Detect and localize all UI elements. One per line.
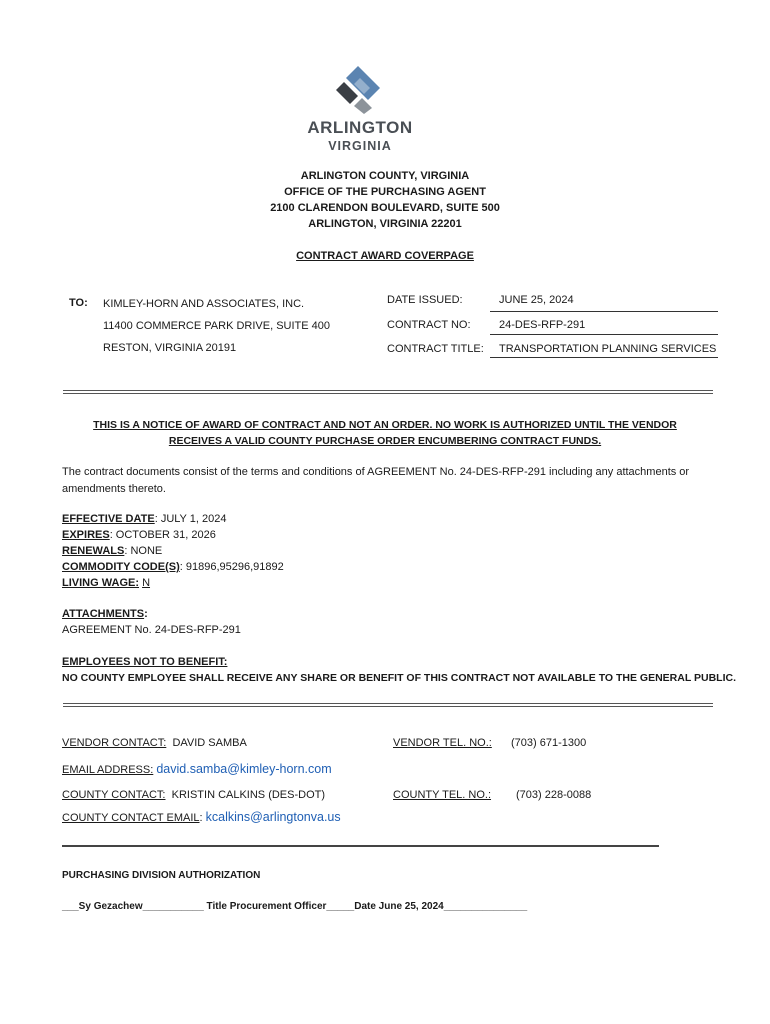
commodity-label: COMMODITY CODE(S) xyxy=(62,561,180,573)
effective-date-label: EFFECTIVE DATE xyxy=(62,513,155,525)
vendor-city: RESTON, VIRGINIA 20191 xyxy=(103,342,237,354)
arlington-diamond-logo-icon xyxy=(300,64,420,116)
expires xyxy=(62,529,216,541)
vendor-tel-label: VENDOR TEL. NO.: xyxy=(393,737,492,749)
intro-paragraph: The contract documents consist of the terms and conditions of AGREEMENT No. 24-DES-RFP-291 including any attachments or amendments thereto. xyxy=(62,466,690,495)
date-issued-label: DATE ISSUED: xyxy=(387,294,463,306)
email-label: EMAIL ADDRESS: xyxy=(62,764,154,776)
expires-label: EXPIRES xyxy=(62,529,110,541)
county-email-link[interactable]: kcalkins@arlingtonva.us xyxy=(205,810,341,824)
effective-date-value: : JULY 1, 2024 xyxy=(154,513,227,525)
header-office: OFFICE OF THE PURCHASING AGENT xyxy=(284,186,486,198)
date-issued-value: JUNE 25, 2024 xyxy=(499,294,574,306)
contract-no-label: CONTRACT NO: xyxy=(387,319,471,331)
county-email-colon: : xyxy=(199,812,203,824)
divider xyxy=(63,703,713,707)
living-wage xyxy=(62,577,150,589)
divider xyxy=(63,390,713,394)
vendor-contact-label: VENDOR CONTACT: xyxy=(62,737,167,749)
header-street: 2100 CLARENDON BOULEVARD, SUITE 500 xyxy=(270,202,500,214)
notice-line-1: THIS IS A NOTICE OF AWARD OF CONTRACT AND NOT AN ORDER. NO WORK IS AUTHORIZED UNTIL THE VENDOR xyxy=(93,419,677,431)
logo-wordmark: ARLINGTON xyxy=(307,118,413,137)
county-tel-label: COUNTY TEL. NO.: xyxy=(393,789,492,801)
living-wage-value: N xyxy=(142,577,151,589)
commodity-value: : 91896,95296,91892 xyxy=(179,561,284,573)
authorization-signature-line: ___Sy Gezachew___________ Title Procurement Officer_____Date June 25, 2024_______________ xyxy=(62,901,528,912)
employees-text: NO COUNTY EMPLOYEE SHALL RECEIVE ANY SHARE OR BENEFIT OF THIS CONTRACT NOT AVAILABLE TO THE GENERAL PUBLIC. xyxy=(62,672,736,684)
county-contact-value: KRISTIN CALKINS (DES-DOT) xyxy=(171,789,326,801)
vendor-tel-value: (703) 671-1300 xyxy=(511,737,587,749)
vendor-contact-value: DAVID SAMBA xyxy=(172,737,247,749)
vendor-email-link[interactable]: david.samba@kimley-horn.com xyxy=(156,762,332,776)
authorization-heading: PURCHASING DIVISION AUTHORIZATION xyxy=(62,870,261,881)
attachments-value: AGREEMENT No. 24-DES-RFP-291 xyxy=(62,624,241,636)
county-contact-label: COUNTY CONTACT: xyxy=(62,789,166,801)
vendor-name: KIMLEY-HORN AND ASSOCIATES, INC. xyxy=(103,298,305,310)
notice-line-2: RECEIVES A VALID COUNTY PURCHASE ORDER ENCUMBERING CONTRACT FUNDS. xyxy=(168,435,602,447)
divider xyxy=(62,845,659,847)
renewals xyxy=(62,545,162,557)
contract-title-value: TRANSPORTATION PLANNING SERVICES xyxy=(499,343,717,355)
document-title: CONTRACT AWARD COVERPAGE xyxy=(296,250,474,262)
attachments-colon: : xyxy=(144,608,148,620)
county-email-label: COUNTY CONTACT EMAIL xyxy=(62,812,200,824)
commodity-codes xyxy=(62,561,284,573)
contract-no-value: 24-DES-RFP-291 xyxy=(499,319,586,331)
attachments xyxy=(62,608,148,620)
header-county: ARLINGTON COUNTY, VIRGINIA xyxy=(300,170,470,182)
expires-value: : OCTOBER 31, 2026 xyxy=(109,529,216,541)
effective-date xyxy=(62,513,226,525)
living-wage-label: LIVING WAGE: xyxy=(62,577,139,589)
logo-subtitle: VIRGINIA xyxy=(328,139,392,153)
renewals-label: RENEWALS xyxy=(62,545,125,557)
header-city: ARLINGTON, VIRGINIA 22201 xyxy=(308,218,462,230)
vendor-street: 11400 COMMERCE PARK DRIVE, SUITE 400 xyxy=(103,320,330,332)
renewals-value: : NONE xyxy=(124,545,163,557)
employees-label: EMPLOYEES NOT TO BENEFIT: xyxy=(62,656,228,668)
contract-title-label: CONTRACT TITLE: xyxy=(387,343,484,355)
attachments-label: ATTACHMENTS xyxy=(62,608,145,620)
to-label: TO: xyxy=(69,297,88,309)
county-tel-value: (703) 228-0088 xyxy=(516,789,592,801)
